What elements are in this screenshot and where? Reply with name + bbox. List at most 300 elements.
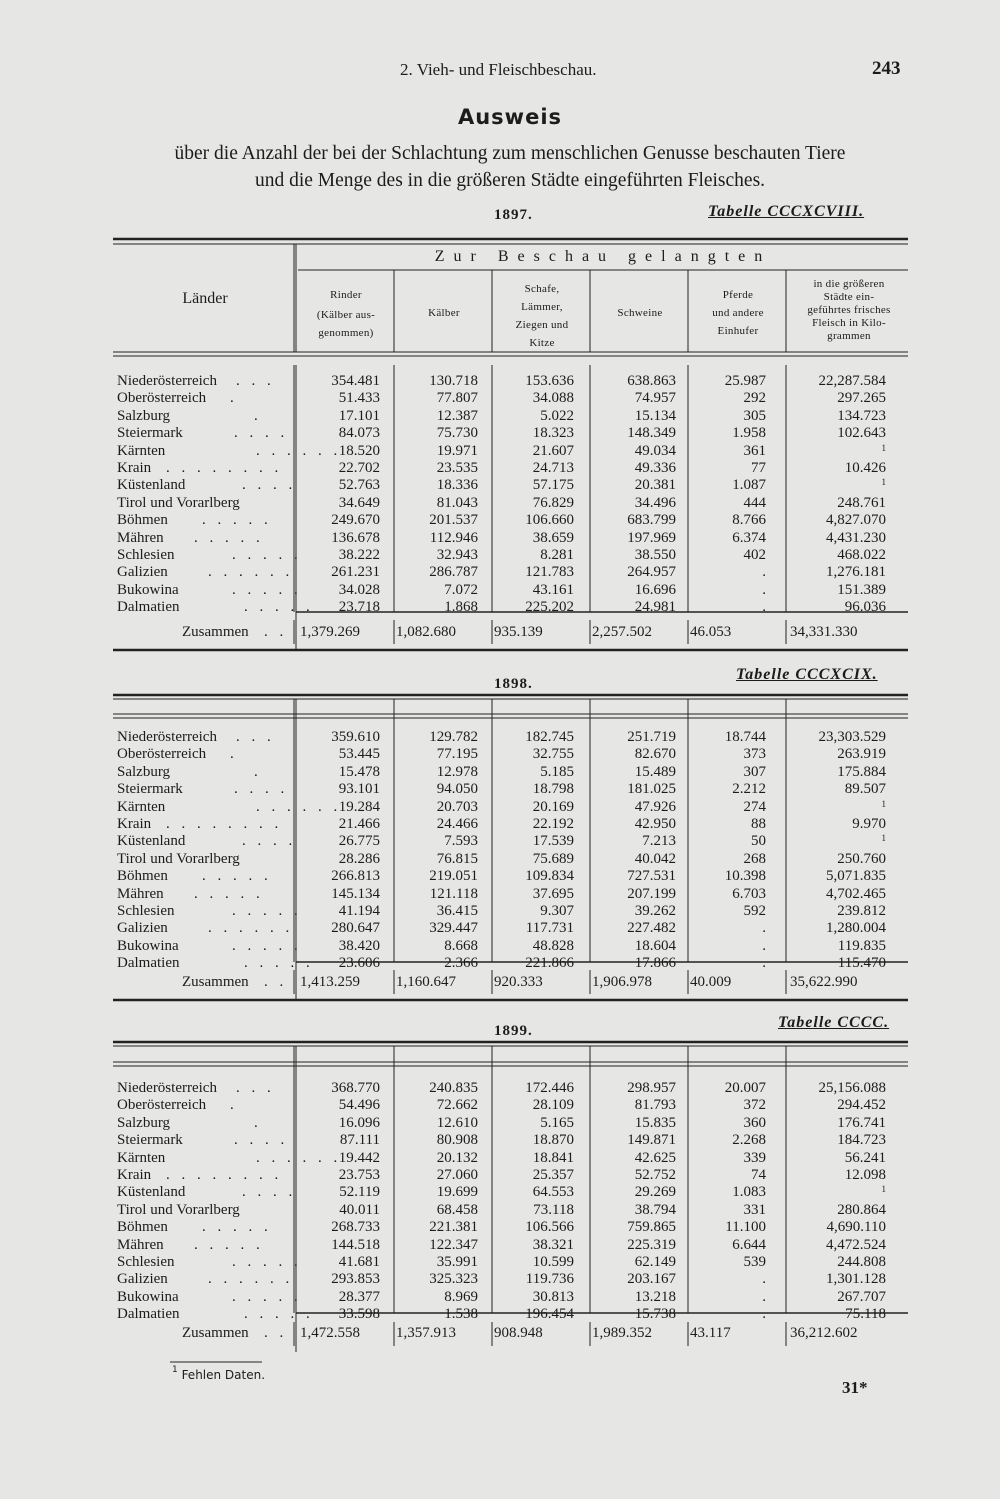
leader-dots: . . . . .	[194, 529, 264, 546]
leader-dots: . .	[264, 1325, 288, 1341]
cell-schweine: 759.865	[627, 1219, 676, 1236]
country-label: Dalmatien	[117, 1306, 180, 1323]
cell-fleisch: 248.761	[837, 494, 886, 511]
cell-kaelber: 329.447	[429, 920, 478, 937]
cell-fleisch: 184.723	[837, 1132, 886, 1149]
total-rinder: 1,413.259	[300, 974, 360, 990]
cell-fleisch: 244.808	[837, 1254, 886, 1270]
table-row	[0, 1184, 1000, 1201]
cell-schweine: 38.794	[634, 1201, 676, 1218]
leader-dots: . . . .	[242, 833, 297, 850]
cell-fleisch	[790, 833, 916, 850]
cell-pferde: 539	[743, 1254, 766, 1270]
country-label: Böhmen	[117, 512, 168, 529]
cell-kaelber: 8.668	[444, 937, 478, 954]
cell-kaelber: 325.323	[429, 1271, 478, 1288]
cell-schweine: 74.957	[634, 390, 676, 407]
cell-fleisch: 25,156.088	[818, 1080, 886, 1096]
cell-kaelber: 201.537	[429, 512, 478, 529]
cell-kaelber: 121.118	[429, 885, 478, 902]
cell-pferde: 1.087	[732, 477, 766, 494]
cell-kaelber: 1.538	[444, 1306, 478, 1323]
cell-fleisch: 9.970	[852, 816, 886, 832]
cell-kaelber: 12.978	[436, 763, 478, 780]
table-row	[0, 512, 1000, 529]
cell-schweine: 42.625	[634, 1149, 676, 1166]
cell-schafe: 182.745	[525, 729, 574, 745]
subtitle-line-2: und die Menge des in die größeren Städte eingeführten Fleisches.	[254, 170, 766, 191]
cell-pferde: 88	[751, 816, 766, 832]
cell-pferde: 274	[743, 798, 766, 815]
cell-kaelber: 112.946	[429, 529, 478, 546]
country-label: Schlesien	[117, 547, 175, 563]
cell-schafe: 106.566	[525, 1219, 574, 1236]
leader-dots: . . . . .	[232, 937, 302, 954]
total-kaelber: 1,082.680	[396, 624, 456, 640]
header-col-schafe: Schafe, Lämmer, Ziegen und Kitze	[515, 283, 569, 349]
footnote-reference: 1	[881, 1184, 886, 1195]
cell-schweine: 149.871	[627, 1132, 676, 1149]
cell-kaelber: 77.195	[436, 746, 478, 763]
country-label: Schlesien	[117, 1254, 175, 1270]
country-label: Salzburg	[117, 763, 171, 780]
cell-fleisch: 75.118	[845, 1306, 886, 1323]
total-row	[0, 622, 1000, 642]
cell-schweine: 20.381	[634, 477, 676, 494]
cell-schweine: 197.969	[627, 529, 676, 546]
cell-pferde: .	[762, 1306, 766, 1323]
country-label: Oberösterreich	[117, 1097, 207, 1114]
cell-rinder: 21.466	[338, 816, 380, 832]
leader-dots: . . . . . .	[256, 442, 342, 459]
cell-schafe: 21.607	[532, 442, 574, 459]
cell-schweine: 49.336	[634, 460, 676, 476]
table-year: 1897.	[494, 207, 533, 223]
cell-pferde: 339	[743, 1149, 766, 1166]
country-label: Dalmatien	[117, 599, 180, 616]
cell-rinder: 19.284	[338, 798, 380, 815]
cell-fleisch: 1,276.181	[826, 564, 886, 581]
cell-pferde: 8.766	[732, 512, 766, 529]
cell-pferde: 25.987	[724, 373, 766, 389]
total-label: Zusammen	[182, 624, 249, 640]
table-row	[0, 1115, 1000, 1132]
cell-fleisch: 151.389	[837, 581, 886, 598]
cell-pferde: 373	[743, 746, 766, 763]
cell-schafe: 106.660	[525, 512, 574, 529]
cell-fleisch: 119.835	[837, 937, 886, 954]
cell-kaelber: 20.703	[436, 798, 478, 815]
leader-dots: . . . . . .	[208, 920, 294, 937]
cell-schweine: 181.025	[627, 781, 676, 798]
cell-pferde: .	[762, 937, 766, 954]
cell-rinder: 41.681	[338, 1254, 380, 1270]
cell-schafe: 17.539	[532, 833, 574, 850]
cell-fleisch: 115.470	[837, 955, 886, 972]
table-row	[0, 1219, 1000, 1236]
cell-schweine: 15.489	[634, 763, 676, 780]
cell-pferde: 50	[751, 833, 766, 850]
cell-rinder: 16.096	[338, 1114, 380, 1131]
leader-dots: .	[254, 763, 262, 780]
leader-dots: . . .	[236, 729, 275, 745]
table-row	[0, 1306, 1000, 1323]
cell-rinder: 280.647	[331, 920, 380, 937]
cell-rinder: 23.606	[338, 955, 380, 972]
cell-kaelber: 7.072	[444, 581, 478, 598]
cell-kaelber: 12.387	[436, 407, 478, 424]
footnote-reference: 1	[881, 798, 886, 809]
country-label: Krain	[117, 1167, 152, 1183]
total-kaelber: 1,357.913	[396, 1325, 456, 1341]
country-label: Salzburg	[117, 407, 171, 424]
leader-dots: . . . . . . . .	[166, 1167, 283, 1183]
cell-pferde: .	[762, 955, 766, 972]
cell-pferde: 6.374	[732, 529, 766, 546]
cell-schafe: 172.446	[525, 1080, 574, 1096]
cell-kaelber: 75.730	[436, 425, 478, 442]
cell-schweine: 18.604	[634, 937, 676, 954]
cell-kaelber: 23.535	[436, 460, 478, 476]
cell-schweine: 39.262	[634, 903, 676, 919]
table-row	[0, 1097, 1000, 1114]
cell-kaelber: 219.051	[429, 868, 478, 885]
leader-dots: . . . . .	[202, 868, 272, 885]
cell-rinder: 54.496	[338, 1097, 380, 1114]
cell-schafe: 43.161	[532, 581, 574, 598]
cell-pferde: 11.100	[725, 1219, 766, 1236]
cell-rinder: 15.478	[338, 763, 380, 780]
cell-fleisch	[790, 799, 916, 816]
cell-fleisch: 4,431.230	[826, 529, 886, 546]
cell-schweine: 81.793	[634, 1097, 676, 1114]
header-col-rinder: Rinder (Kälber aus- genommen)	[316, 289, 376, 339]
cell-schafe: 73.118	[533, 1201, 574, 1218]
leader-dots: . . . . .	[232, 903, 302, 919]
cell-schweine: 7.213	[642, 833, 676, 850]
cell-rinder: 368.770	[331, 1080, 380, 1096]
cell-schweine: 251.719	[627, 729, 676, 745]
total-row	[0, 972, 1000, 992]
leader-dots: .	[230, 390, 238, 407]
country-label: Niederösterreich	[117, 373, 217, 389]
country-label: Dalmatien	[117, 955, 180, 972]
cell-fleisch: 56.241	[844, 1149, 886, 1166]
cell-rinder: 18.520	[338, 442, 380, 459]
cell-schweine: 13.218	[634, 1288, 676, 1305]
leader-dots: . . . . . .	[208, 1271, 294, 1288]
table-row	[0, 868, 1000, 885]
leader-dots: . . . . .	[232, 547, 302, 563]
country-label: Kärnten	[117, 1149, 166, 1166]
cell-rinder: 52.119	[339, 1184, 380, 1201]
cell-fleisch: 239.812	[837, 903, 886, 919]
table-row	[0, 460, 1000, 477]
cell-schweine: 298.957	[627, 1080, 676, 1096]
table-reference: Tabelle CCCXCVIII.	[708, 203, 865, 220]
leader-dots: .	[254, 407, 262, 424]
cell-kaelber: 122.347	[429, 1236, 478, 1253]
cell-rinder: 84.073	[338, 425, 380, 442]
country-label: Krain	[117, 460, 152, 476]
cell-rinder: 40.011	[339, 1201, 380, 1218]
table-row	[0, 851, 1000, 868]
cell-schafe: 8.281	[540, 547, 574, 563]
cell-kaelber: 36.415	[436, 903, 478, 919]
cell-kaelber: 81.043	[436, 494, 478, 511]
cell-kaelber: 94.050	[436, 781, 478, 798]
cell-fleisch: 102.643	[837, 425, 886, 442]
header-col-kaelber: Kälber	[428, 307, 460, 319]
cell-rinder: 33.598	[338, 1306, 380, 1323]
footnote-text: Fehlen Daten.	[181, 1368, 266, 1382]
cell-pferde: 444	[743, 494, 766, 511]
cell-schafe: 121.783	[525, 564, 574, 581]
cell-kaelber: 221.381	[429, 1219, 478, 1236]
footnote-reference: 1	[881, 442, 886, 453]
table-row	[0, 408, 1000, 425]
cell-schweine: 727.531	[627, 868, 676, 885]
cell-rinder: 136.678	[331, 529, 380, 546]
footnote-marker: 1	[172, 1365, 178, 1375]
cell-schweine: 638.863	[627, 373, 676, 389]
table-row	[0, 938, 1000, 955]
country-label: Tirol und Vorarlberg	[117, 1201, 240, 1218]
signature-mark: 31*	[842, 1378, 868, 1397]
total-pferde: 46.053	[690, 624, 732, 640]
footnote-reference: 1	[881, 833, 886, 844]
cell-kaelber: 19.971	[436, 442, 478, 459]
leader-dots: . . . . . . . .	[166, 816, 283, 832]
country-label: Salzburg	[117, 1114, 171, 1131]
country-label: Galizien	[117, 564, 168, 581]
country-label: Steiermark	[117, 781, 183, 798]
total-kaelber: 1,160.647	[396, 974, 456, 990]
table-row	[0, 443, 1000, 460]
cell-kaelber: 129.782	[429, 729, 478, 745]
footnote-reference: 1	[881, 477, 886, 488]
cell-schweine: 34.496	[634, 494, 676, 511]
leader-dots: . . . . .	[202, 512, 272, 529]
table-row	[0, 1289, 1000, 1306]
cell-schweine: 24.981	[634, 599, 676, 616]
cell-kaelber: 32.943	[436, 547, 478, 563]
country-label: Tirol und Vorarlberg	[117, 494, 240, 511]
cell-pferde: .	[762, 599, 766, 616]
cell-pferde: 10.398	[724, 868, 766, 885]
leader-dots: . . . . .	[244, 1306, 314, 1323]
cell-rinder: 87.111	[339, 1132, 380, 1149]
table-row	[0, 955, 1000, 972]
cell-schweine: 207.199	[627, 885, 676, 902]
cell-rinder: 19.442	[338, 1149, 380, 1166]
country-label: Steiermark	[117, 425, 183, 442]
header-col-fleisch: in die größeren Städte ein- geführtes frisches Fleisch in Kilo- grammen	[807, 278, 891, 342]
total-pferde: 40.009	[690, 974, 732, 990]
cell-schafe: 117.731	[525, 920, 574, 937]
cell-schweine: 203.167	[627, 1271, 676, 1288]
cell-schafe: 76.829	[532, 494, 574, 511]
cell-fleisch: 297.265	[837, 390, 886, 407]
leader-dots: .	[254, 1114, 262, 1131]
leader-dots: . . . . . .	[256, 1149, 342, 1166]
total-schafe: 920.333	[494, 974, 543, 990]
cell-schafe: 18.323	[532, 425, 574, 442]
cell-pferde: 20.007	[724, 1080, 766, 1096]
cell-kaelber: 7.593	[444, 833, 478, 850]
leader-dots: . . .	[236, 1080, 275, 1096]
cell-schafe: 38.659	[532, 529, 574, 546]
table-row	[0, 564, 1000, 581]
cell-schafe: 38.321	[532, 1236, 574, 1253]
footnote	[172, 1365, 266, 1382]
leader-dots: . . . . .	[232, 1254, 302, 1270]
total-fleisch: 35,622.990	[790, 974, 858, 990]
country-label: Oberösterreich	[117, 390, 207, 407]
cell-rinder: 34.028	[338, 581, 380, 598]
total-rinder: 1,472.558	[300, 1325, 360, 1341]
cell-fleisch: 468.022	[837, 547, 886, 563]
leader-dots: . . . . .	[232, 1288, 302, 1305]
table-row	[0, 764, 1000, 781]
table-row	[0, 746, 1000, 763]
table-row	[0, 816, 1000, 833]
country-label: Bukowina	[117, 1288, 179, 1305]
cell-fleisch: 294.452	[837, 1097, 886, 1114]
total-fleisch: 36,212.602	[790, 1325, 858, 1341]
leader-dots: . . . . .	[194, 885, 264, 902]
leader-dots: . . .	[236, 373, 275, 389]
cell-schweine: 82.670	[634, 746, 676, 763]
cell-pferde: 268	[743, 850, 766, 867]
cell-rinder: 145.134	[331, 885, 380, 902]
cell-kaelber: 68.458	[436, 1201, 478, 1218]
country-label: Küstenland	[117, 1184, 186, 1201]
cell-pferde: 6.703	[732, 885, 766, 902]
leader-dots: . . . .	[242, 1184, 297, 1201]
cell-kaelber: 76.815	[436, 850, 478, 867]
country-label: Mähren	[117, 885, 164, 902]
cell-pferde: 77	[751, 460, 766, 476]
cell-pferde: 372	[743, 1097, 766, 1114]
cell-pferde: .	[762, 1288, 766, 1305]
cell-pferde: 18.744	[724, 729, 766, 745]
header-laender: Länder	[182, 290, 228, 307]
country-label: Küstenland	[117, 477, 186, 494]
cell-pferde: 360	[743, 1114, 766, 1131]
cell-rinder: 144.518	[331, 1236, 380, 1253]
cell-kaelber: 19.699	[436, 1184, 478, 1201]
table-row	[0, 1202, 1000, 1219]
table-row	[0, 1080, 1000, 1097]
cell-rinder: 28.286	[338, 850, 380, 867]
table-row	[0, 903, 1000, 920]
cell-schafe: 9.307	[540, 903, 574, 919]
cell-rinder: 23.718	[338, 599, 380, 616]
leader-dots: . . . .	[242, 477, 297, 494]
cell-rinder: 51.433	[338, 390, 380, 407]
table-row	[0, 547, 1000, 564]
cell-schafe: 48.828	[532, 937, 574, 954]
cell-schafe: 225.202	[525, 599, 574, 616]
leader-dots: . .	[264, 624, 288, 640]
cell-fleisch: 175.884	[837, 763, 886, 780]
cell-fleisch: 4,827.070	[826, 512, 886, 529]
cell-pferde: .	[762, 1271, 766, 1288]
cell-pferde: 361	[743, 442, 766, 459]
cell-schweine: 52.752	[634, 1167, 676, 1183]
cell-schweine: 683.799	[627, 512, 676, 529]
cell-schafe: 109.834	[525, 868, 574, 885]
cell-schafe: 28.109	[532, 1097, 574, 1114]
cell-fleisch: 263.919	[837, 746, 886, 763]
cell-schafe: 37.695	[532, 885, 574, 902]
table-row	[0, 495, 1000, 512]
leader-dots: . . . . .	[194, 1236, 264, 1253]
table-reference: Tabelle CCCC.	[778, 1014, 890, 1031]
header-group-label: Zur Beschau gelangten	[434, 248, 772, 265]
cell-schweine: 17.866	[634, 955, 676, 972]
cell-pferde: 1.958	[732, 425, 766, 442]
country-label: Küstenland	[117, 833, 186, 850]
cell-pferde: .	[762, 581, 766, 598]
leader-dots: . . . . . .	[208, 564, 294, 581]
cell-fleisch: 22,287.584	[818, 373, 886, 389]
cell-rinder: 22.702	[338, 460, 380, 476]
cell-schafe: 5.185	[540, 763, 574, 780]
table-row	[0, 530, 1000, 547]
cell-schweine: 264.957	[627, 564, 676, 581]
table-row	[0, 920, 1000, 937]
leader-dots: . . . . .	[202, 1219, 272, 1236]
cell-fleisch: 1,301.128	[826, 1271, 886, 1288]
page-number: 243	[872, 58, 901, 79]
cell-pferde: 592	[743, 903, 766, 919]
table-row	[0, 799, 1000, 816]
cell-schafe: 24.713	[532, 460, 574, 476]
table-year: 1898.	[494, 676, 533, 692]
cell-pferde: 331	[743, 1201, 766, 1218]
cell-fleisch: 12.098	[844, 1167, 886, 1183]
cell-schafe: 25.357	[532, 1167, 574, 1183]
cell-rinder: 17.101	[338, 407, 380, 424]
total-schafe: 908.948	[494, 1325, 543, 1341]
cell-fleisch: 4,690.110	[826, 1219, 886, 1236]
total-pferde: 43.117	[690, 1325, 731, 1341]
cell-schweine: 148.349	[627, 425, 676, 442]
cell-schweine: 49.034	[634, 442, 676, 459]
cell-kaelber: 286.787	[429, 564, 478, 581]
cell-fleisch: 176.741	[837, 1114, 886, 1131]
cell-kaelber: 80.908	[436, 1132, 478, 1149]
cell-rinder: 52.763	[338, 477, 380, 494]
country-label: Krain	[117, 816, 152, 832]
cell-kaelber: 27.060	[436, 1167, 478, 1183]
cell-pferde: 74	[751, 1167, 766, 1183]
table-row	[0, 1271, 1000, 1288]
leader-dots: . . . . .	[232, 581, 302, 598]
leader-dots: .	[230, 746, 238, 763]
cell-rinder: 268.733	[331, 1219, 380, 1236]
table-row	[0, 477, 1000, 494]
cell-kaelber: 18.336	[436, 477, 478, 494]
table-row	[0, 886, 1000, 903]
table-row	[0, 373, 1000, 390]
cell-schweine: 16.696	[634, 581, 676, 598]
total-schweine: 2,257.502	[592, 624, 652, 640]
country-label: Oberösterreich	[117, 746, 207, 763]
cell-kaelber: 20.132	[436, 1149, 478, 1166]
